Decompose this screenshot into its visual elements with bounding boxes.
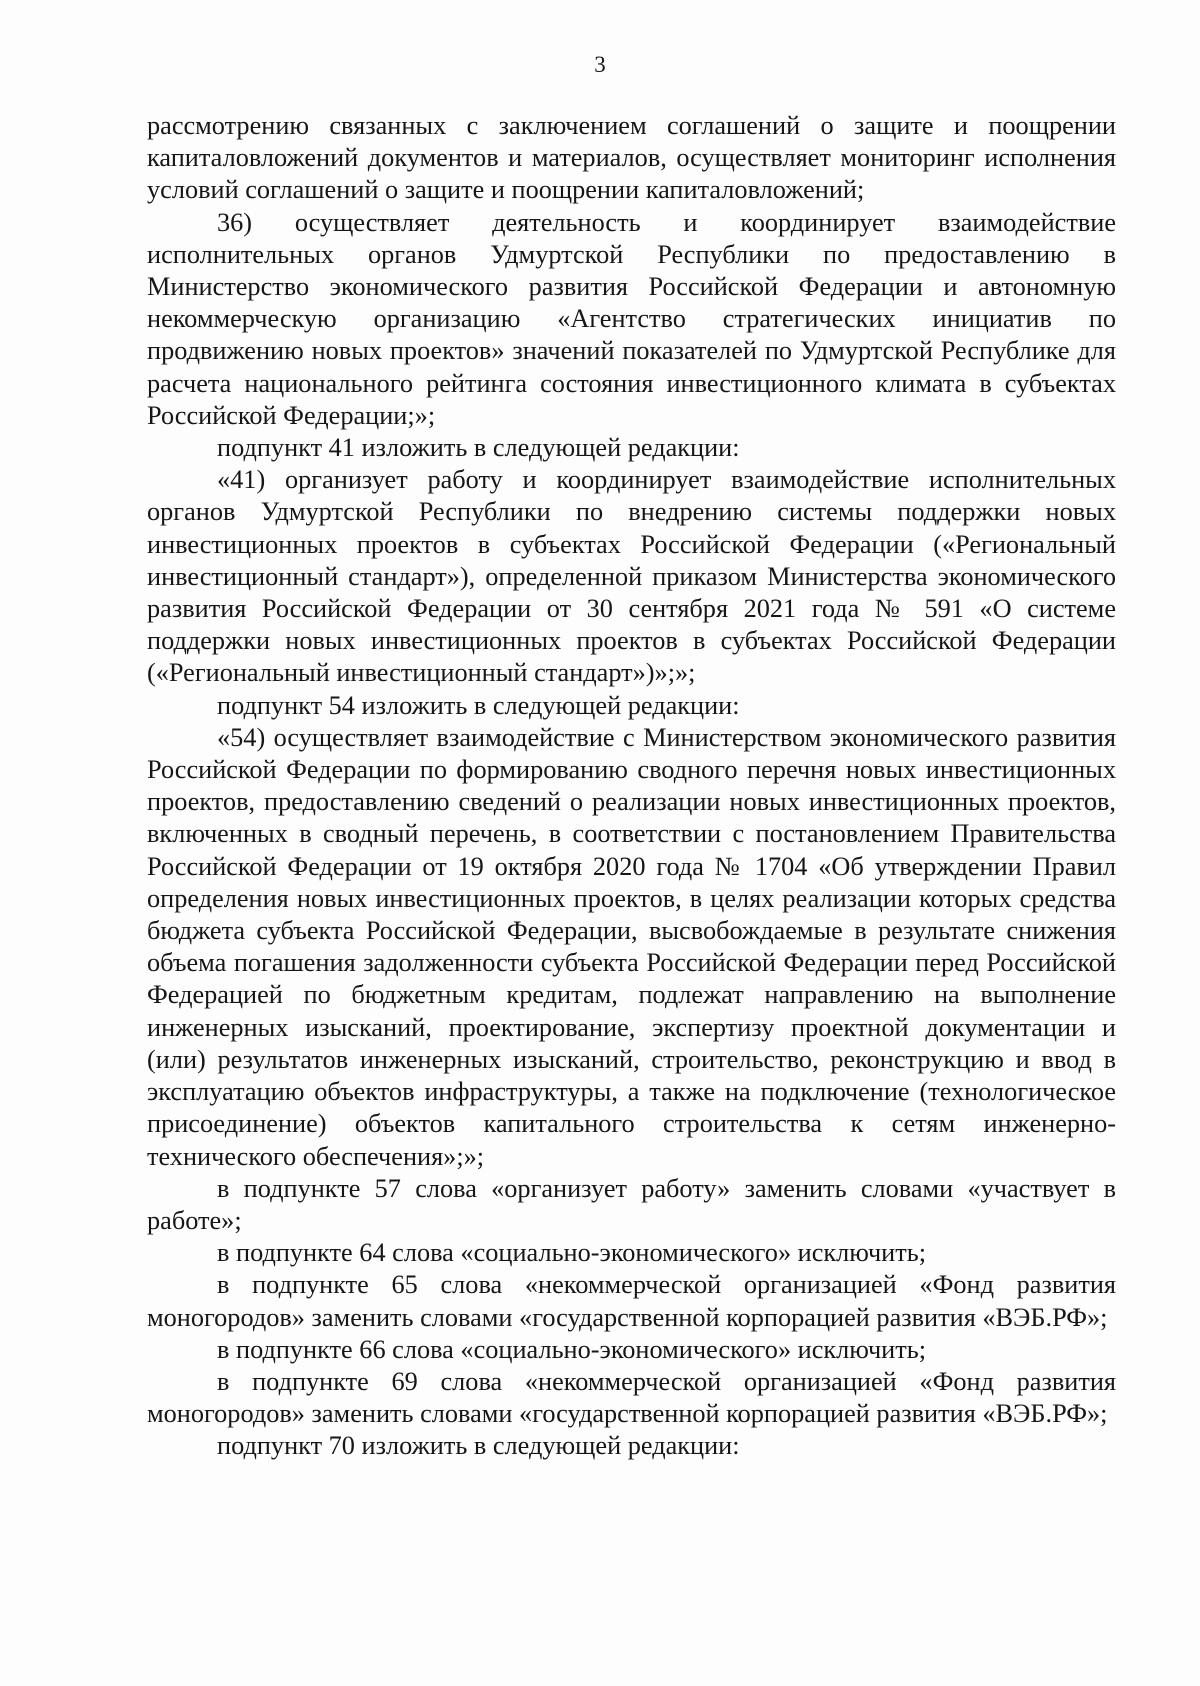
paragraph-item-54: «54) осуществляет взаимодействие с Министерством экономического развития Российской Федерации по формированию сводного перечня новых инвестиционных проектов, предоставлению сведений о реализации новых инвестиционных проектов, включенных в сводный перечень, в соответствии с постановлением Правительства Российской Федерации от 19 октября 2020 года № 1704 «Об утверждении Правил определения новых инвестиционных проектов, в целях реализации которых средства бюджета субъекта Российской Федерации, высвобождаемые в результате снижения объема погашения задолженности субъекта Российской Федерации перед Российской Федерацией по бюджетным кредитам, подлежат направлению на выполнение инженерных изысканий, проектирование, экспертизу проектной документации и (или) результатов инженерных изысканий, строительство, реконструкцию и ввод в эксплуатацию объектов инфраструктуры, а также на подключение (технологическое присоединение) объектов капитального строительства к сетям инженерно-технического обеспечения»;»;	[147, 722, 1116, 1171]
paragraph-amendment-64: в подпункте 64 слова «социально-экономического» исключить;	[217, 1238, 927, 1268]
paragraph-continuation: рассмотрению связанных с заключением соглашений о защите и поощрении капиталовложений документов и материалов, осуществляет мониторинг исполнения условий соглашений о защите и поощрении капиталовложений;	[147, 111, 1116, 205]
paragraph-instruction-41: подпункт 41 изложить в следующей редакции:	[217, 433, 740, 463]
paragraph-instruction-70: подпункт 70 изложить в следующей редакции:	[217, 1431, 740, 1461]
paragraph-item-41: «41) организует работу и координирует взаимодействие исполнительных органов Удмуртской Республики по внедрению системы поддержки новых инвестиционных проектов в субъектах Российской Федерации («Региональный инвестиционный стандарт»), определенной приказом Министерства экономического развития Российской Федерации от 30 сентября 2021 года № 591 «О системе поддержки новых инвестиционных проектов в субъектах Российской Федерации («Региональный инвестиционный стандарт»)»;»;	[147, 465, 1116, 688]
document-body	[147, 110, 1116, 1463]
paragraph-amendment-57: в подпункте 57 слова «организует работу» заменить словами «участвует в работе»;	[147, 1173, 1116, 1235]
paragraph-amendment-66: в подпункте 66 слова «социально-экономического» исключить;	[217, 1334, 927, 1364]
paragraph-amendment-69: в подпункте 69 слова «некоммерческой организацией «Фонд развития моногородов» заменить словами «государственной корпорацией развития «ВЭБ.РФ»;	[147, 1366, 1116, 1429]
paragraph-item-36: 36) осуществляет деятельность и координирует взаимодействие исполнительных органов Удмуртской Республики по предоставлению в Министерство экономического развития Российской Федерации и автономную некоммерческую организацию «Агентство стратегических инициатив по продвижению новых проектов» значений показателей по Удмуртской Республике для расчета национального рейтинга состояния инвестиционного климата в субъектах Российской Федерации;»;	[147, 207, 1116, 430]
page-number: 3	[594, 52, 606, 77]
paragraph-amendment-65: в подпункте 65 слова «некоммерческой организацией «Фонд развития моногородов» заменить словами «государственной корпорацией развития «ВЭБ.РФ»;	[147, 1270, 1116, 1332]
paragraph-instruction-54: подпункт 54 изложить в следующей редакции:	[217, 690, 740, 720]
